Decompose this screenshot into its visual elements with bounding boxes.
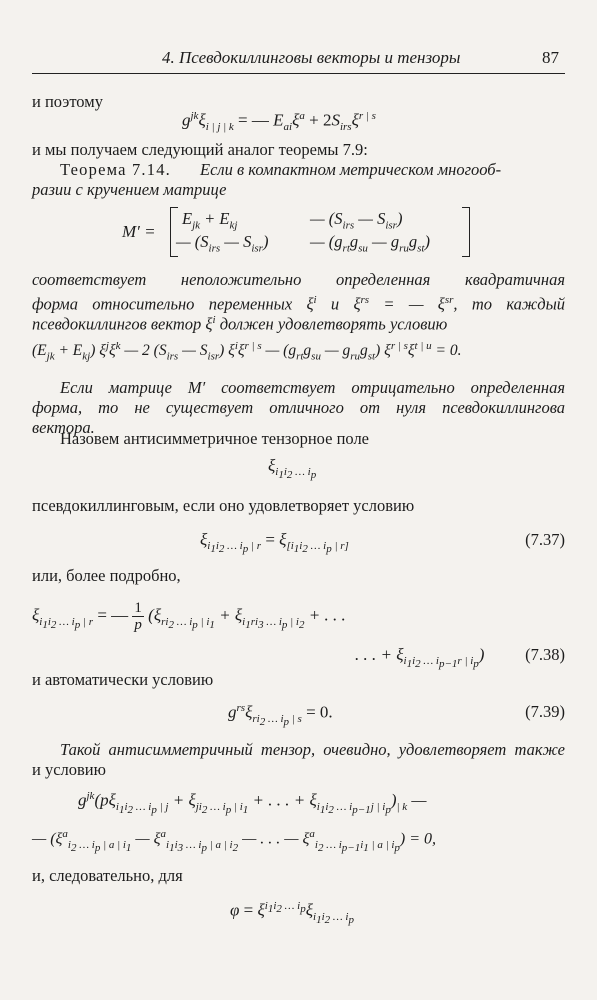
equation-a: $g^{jk}\xi_{i | j | k}$ = — $E_{ai}\xi^a + 2S_{irs}\xi^{r | s}$: [182, 110, 376, 134]
equation-7-37: $\xi_{i_1i_2 \dots i_p | r} = \xi_{[i_1i_2 \dots i_p | r]}$: [200, 530, 349, 556]
corollary-line-3: вектора.: [32, 418, 95, 437]
equation-7-38-line-2: . . . + $\xi_{i_1i_2 \dots i_{p-1}r | i_p}$): [355, 645, 485, 671]
fraction-one-over-p: $\frac{1}{p}$: [134, 600, 142, 633]
equation-e: $\varphi = \xi^{i_1i_2 \dots i_p}\xi_{i_1i_2 \dots i_p}$: [230, 900, 354, 927]
paragraph-definition: Назовем антисимметричное тензорное поле: [60, 429, 370, 448]
theorem-label: Теорема 7.14.: [60, 160, 171, 179]
matrix-cell-22: — ($g_{rt}g_{su}$ — $g_{ru}g_{st}$): [310, 232, 430, 255]
matrix-cell-21: — ($S_{irs}$ — $S_{isr}$): [176, 232, 269, 255]
equation-d-line-2: — ($\xi^a_{i_2 \dots i_p | a | i_1}$ — $\xi^a_{i_1i_3 \dots i_p | a | i_2}$ — . . . — $\xi^a_{i_2 \dots i_{p-1}i_1 | a | i_p}) = 0$,: [32, 828, 437, 854]
equation-number-7-37: (7.37): [525, 530, 565, 549]
right-bracket: [462, 207, 470, 257]
equation-b: $(E_{jk} + E_{kj})$ $\xi^j\xi^k$ — 2 ($S_{irs}$ — $S_{isr}$) $\xi^i\xi^{r | s}$ — ($g_{rt}g_{su}$ — $g_{ru}g_{st}$) $\xi^{r | s}\xi^{t | u} = 0$.: [32, 340, 462, 363]
paragraph-automatically: и автоматически условию: [32, 670, 214, 689]
equation-number-7-38: (7.38): [525, 645, 565, 664]
corollary-line-2: форма, то не существует отличного от нуля псевдокиллингова: [32, 398, 565, 417]
matrix-lhs: M′ =: [122, 222, 156, 241]
equation-number-7-39: (7.39): [525, 702, 565, 721]
header-rule: [32, 73, 565, 74]
equation-d-line-1: $g^{jk}(p\xi_{i_1i_2 \dots i_p | j} + \xi_{ji_2 \dots i_p | i_1}$ + . . . + $\xi_{i_1i_2 \dots i_{p-1}j | i_p})_{| k}$ —: [78, 790, 427, 817]
equation-7-39: $g^{rs}\xi_{ri_2 \dots i_p | s} = 0$.: [228, 702, 333, 729]
paragraph-pseudokilling: псевдокиллинговым, если оно удовлетворяет условию: [32, 496, 415, 515]
equation-7-38-line-1: $\xi_{i_1i_2 \dots i_p | r}$ = — $\frac{1}{p}$ ($\xi_{ri_2 \dots i_p | i_1} + \xi_{i_1ri_3 \dots i_p | i_2}$ + . . .: [32, 600, 346, 633]
page-number: 87: [542, 48, 559, 67]
paragraph-therefore: и поэтому: [32, 92, 103, 111]
equation-c: $\xi_{i_1i_2 \dots i_p}$: [268, 456, 317, 482]
corollary-line-1: Если матрице M′ соответствует отрицательно определенная: [60, 378, 565, 397]
matrix-cell-11: $E_{jk} + E_{kj}$: [182, 209, 238, 232]
paragraph-analog: и мы получаем следующий аналог теоремы 7.9:: [32, 140, 368, 159]
matrix-m-prime: [170, 207, 470, 255]
paragraph-consequently: и, следовательно, для: [32, 866, 183, 885]
matrix-cell-12: — ($S_{irs}$ — $S_{isr}$): [310, 209, 403, 232]
paragraph-antisymmetric-line-1: Такой антисимметричный тензор, очевидно, удовлетворяет также: [60, 740, 565, 759]
paragraph-more-detail: или, более подробно,: [32, 566, 181, 585]
running-header: [32, 48, 565, 76]
theorem-text-line-1: Если в компактном метрическом многооб-: [200, 160, 502, 179]
theorem-body-line-2: форма относительно переменных $\xi^i$ и $\xi^{rs}$ = — $\xi^{sr}$, то каждый: [32, 294, 565, 314]
theorem-body-line-3: псевдокиллингов вектор $\xi^i$ должен удовлетворять условию: [32, 314, 448, 334]
theorem-body-line-1: соответствует неположительно определенная квадратичная: [32, 270, 565, 289]
theorem-text-line-2: разии с кручением матрице: [32, 180, 227, 199]
running-title: 4. Псевдокиллинговы векторы и тензоры: [162, 48, 461, 67]
paragraph-antisymmetric-line-2: и условию: [32, 760, 106, 779]
